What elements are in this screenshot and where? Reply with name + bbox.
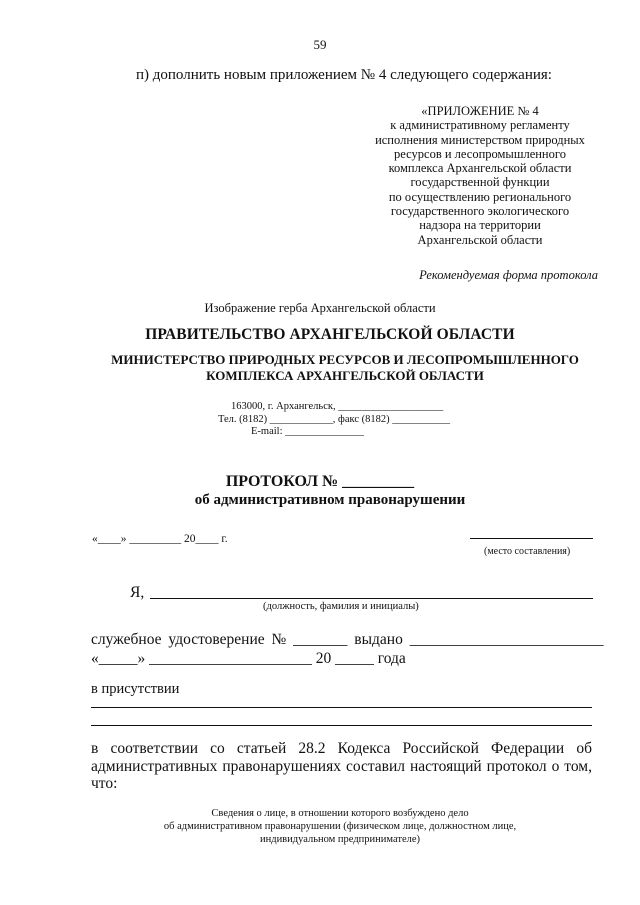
address-block bbox=[218, 401, 457, 439]
protocol-subtitle: об административном правонарушении bbox=[194, 492, 466, 508]
appendix-header bbox=[360, 104, 600, 247]
appendix-line: Архангельской области bbox=[417, 232, 543, 247]
ministry-line: МИНИСТЕРСТВО ПРИРОДНЫХ РЕСУРСОВ И ЛЕСОПРОМЫШЛЕННОГО bbox=[111, 352, 579, 367]
appendix-line: комплекса Архангельской области bbox=[388, 161, 572, 176]
certificate-line[interactable]: служебное удостоверение № _______ выдано _________________________ bbox=[91, 631, 604, 648]
page-number: 59 bbox=[313, 37, 327, 52]
person-details-note bbox=[0, 807, 640, 846]
appendix-line: государственного экологического bbox=[390, 204, 570, 219]
note-line: индивидуальном предпринимателе) bbox=[259, 834, 421, 845]
appendix-line: по осуществлению регионального bbox=[388, 189, 572, 204]
appendix-line: ресурсов и лесопромышленного bbox=[394, 146, 566, 161]
position-name-field[interactable] bbox=[150, 598, 593, 599]
presence-field-line[interactable] bbox=[91, 707, 592, 708]
coat-of-arms-placeholder: Изображение герба Архангельской области bbox=[204, 301, 436, 315]
note-line: об административном правонарушении (физическом лице, должностном лице, bbox=[163, 821, 517, 832]
address-city: 163000, г. Архангельск, ____________________ bbox=[231, 401, 444, 412]
place-hint: (место составления) bbox=[484, 546, 571, 557]
appendix-line: к административному регламенту bbox=[390, 118, 570, 133]
protocol-title: ПРОТОКОЛ № _________ bbox=[225, 473, 415, 490]
ministry-line: КОМПЛЕКСА АРХАНГЕЛЬСКОЙ ОБЛАСТИ bbox=[206, 368, 484, 383]
ya-label: Я, bbox=[130, 584, 145, 601]
appendix-line: «ПРИЛОЖЕНИЕ № 4 bbox=[421, 104, 539, 118]
appendix-line: исполнения министерством природных bbox=[375, 132, 585, 147]
position-name-hint: (должность, фамилия и инициалы) bbox=[263, 601, 419, 612]
body-paragraph: в соответствии со статьей 28.2 Кодекса Российской Федерации об административных правонарушениях составил настоящий протокол о том, что: bbox=[91, 740, 592, 792]
ministry-heading bbox=[0, 352, 640, 384]
note-line: Сведения о лице, в отношении которого возбуждено дело bbox=[211, 808, 469, 819]
recommended-form-label: Рекомендуемая форма протокола bbox=[419, 268, 598, 282]
presence-label: в присутствии bbox=[91, 681, 180, 697]
address-email: E-mail: _______________ bbox=[251, 426, 364, 437]
date-field[interactable]: «____» _________ 20____ г. bbox=[92, 533, 228, 545]
address-phone: Тел. (8182) ____________, факс (8182) ___________ bbox=[218, 413, 450, 425]
appendix-line: надзора на территории bbox=[419, 218, 541, 233]
intro-line: п) дополнить новым приложением № 4 следующего содержания: bbox=[136, 67, 552, 83]
appendix-line: государственной функции bbox=[410, 175, 550, 190]
place-field[interactable] bbox=[470, 538, 593, 539]
presence-field-line[interactable] bbox=[91, 725, 592, 726]
certificate-date-line[interactable]: «_____» _____________________ 20 _____ года bbox=[91, 650, 406, 667]
government-heading: ПРАВИТЕЛЬСТВО АРХАНГЕЛЬСКОЙ ОБЛАСТИ bbox=[145, 326, 515, 343]
